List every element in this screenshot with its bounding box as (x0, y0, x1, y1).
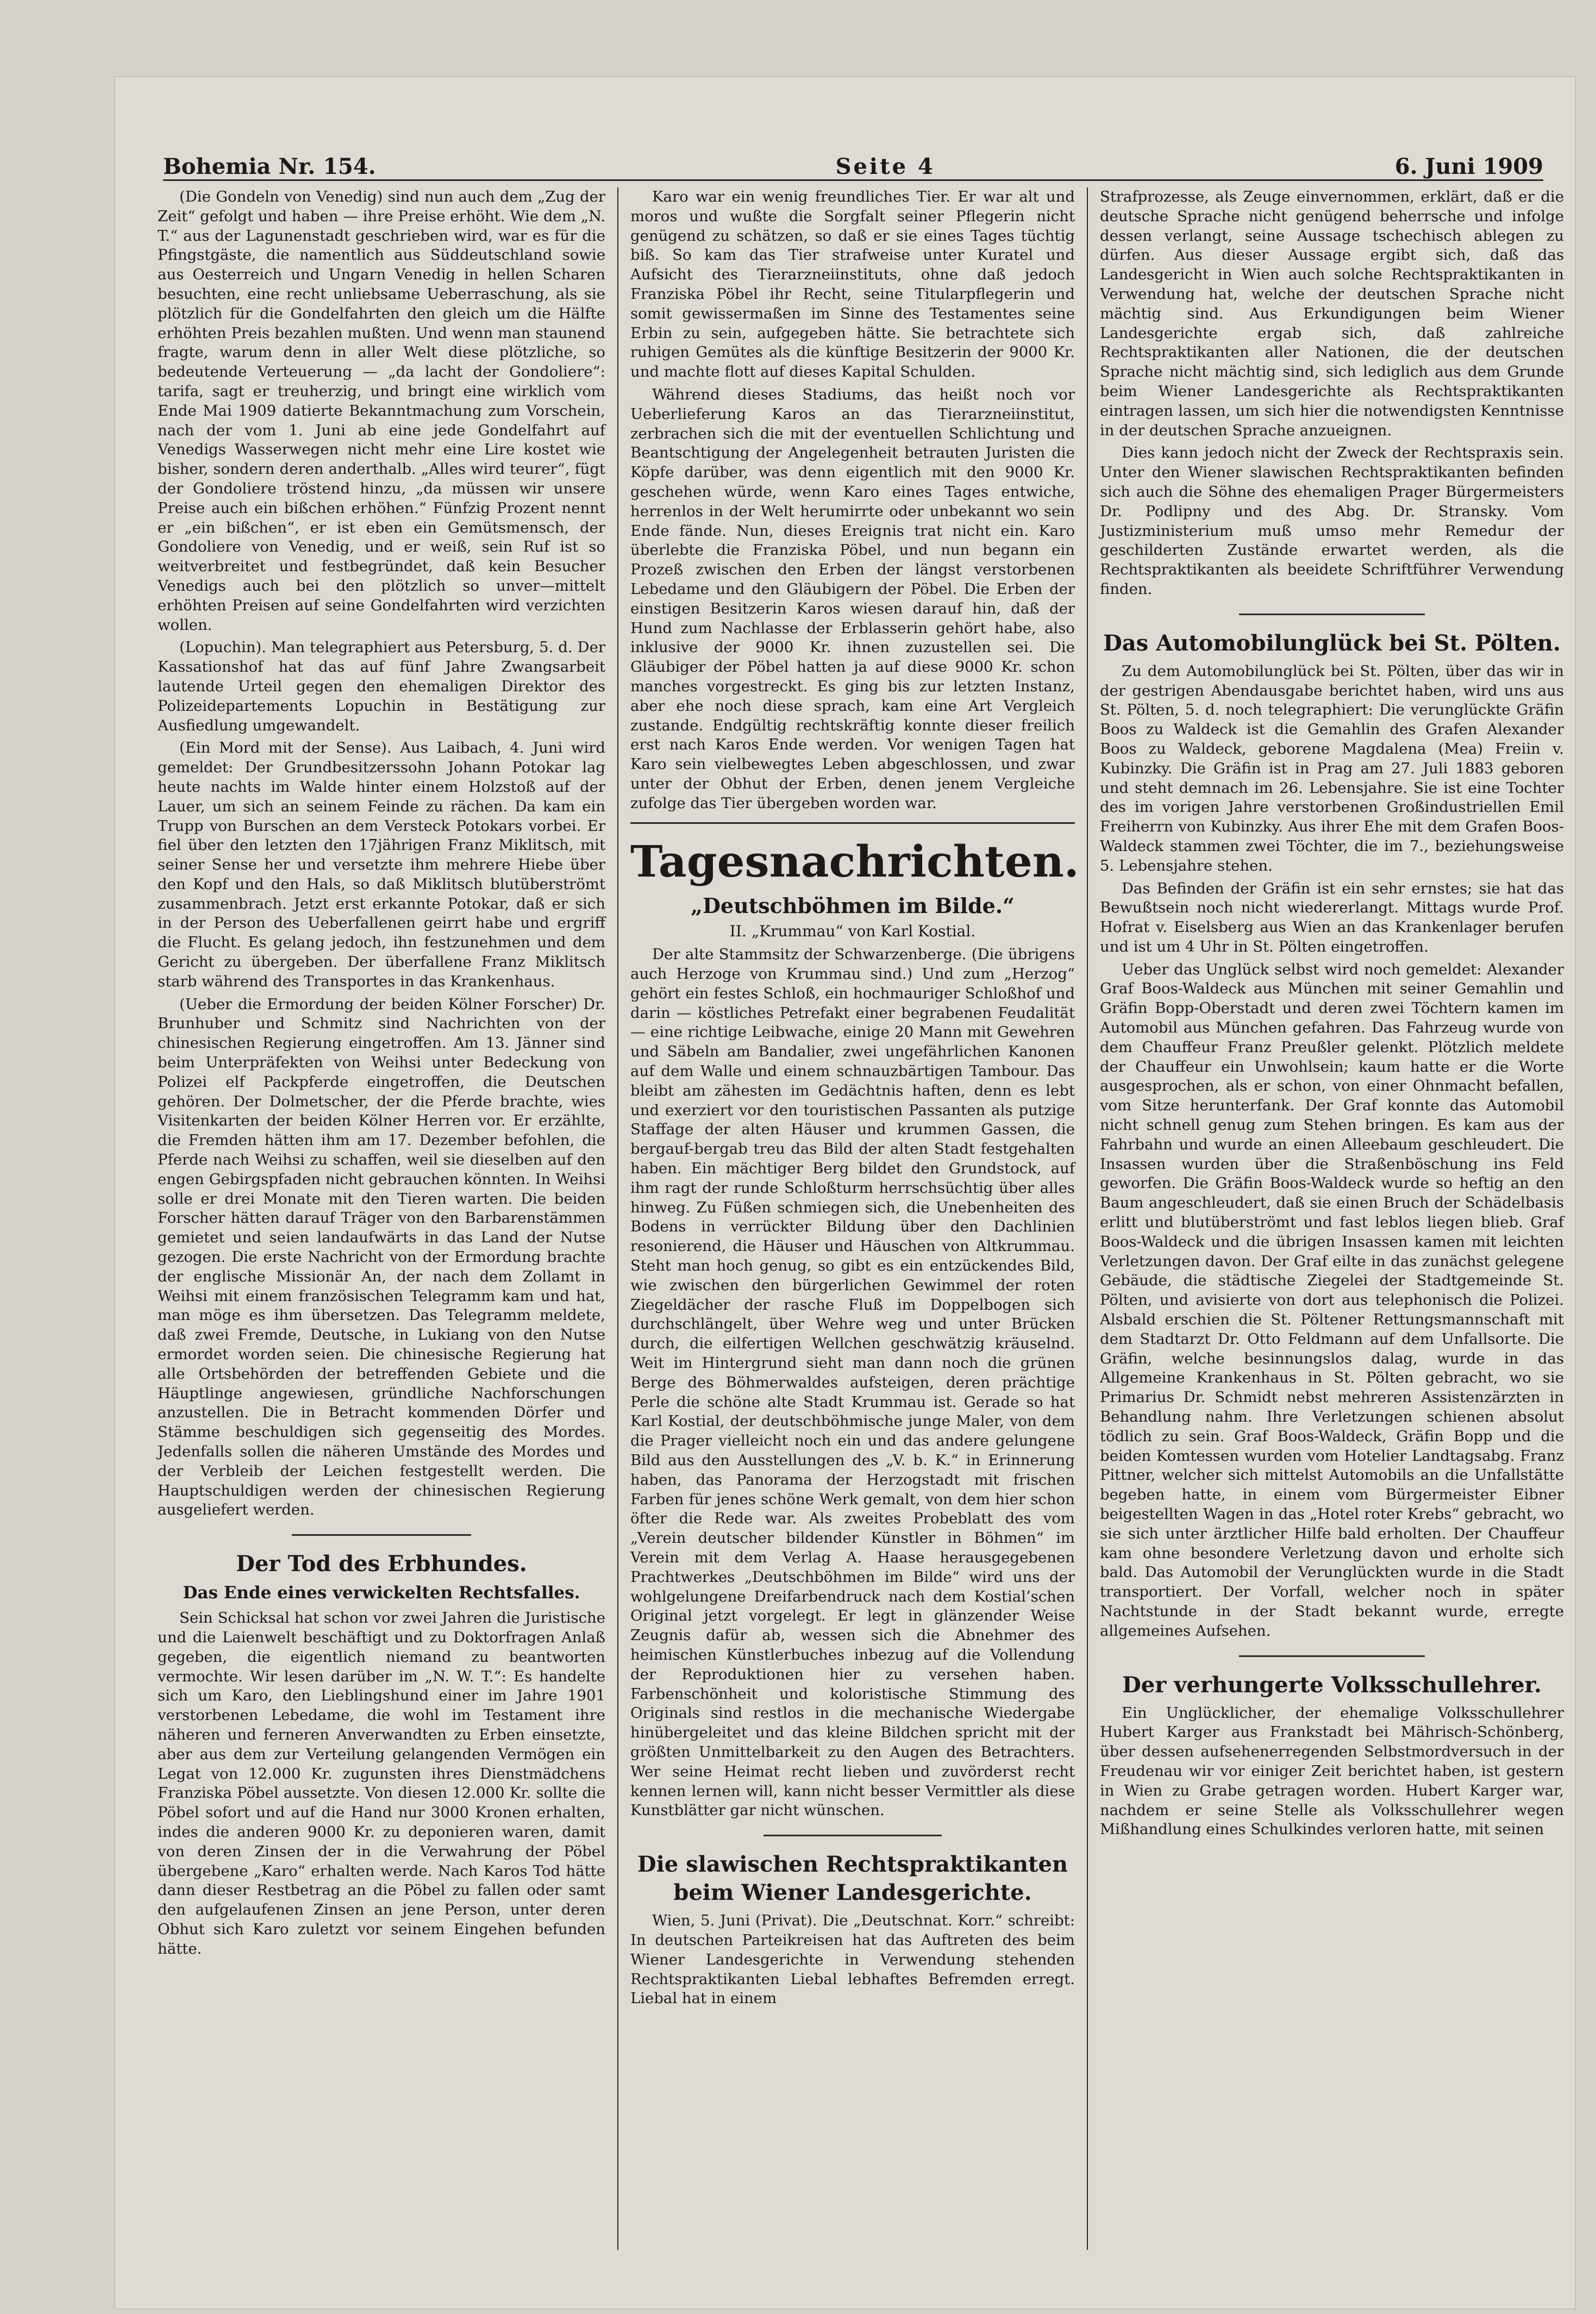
article-automobil-1: Zu dem Automobilunglück bei St. Pölten, über das wir in der gestrigen Abendausgabe berichtet haben, wird uns aus St. Pölten, 5. d. noch telegraphiert: Die verunglückte Gräfin Boos zu Waldeck ist die Gemahlin des Grafen Alexander Boos zu Waldeck, geborene Magdalena (Mea) Freiin v. Kubinzky. Die Gräfin ist in Prag am 27. Juli 1883 geboren und steht demnach im 26. Lebensjahre. Sie ist eine Tochter des im vorigen Jahre verstorbenen Großindustriellen Emil Freiherrn von Kubinzky. Aus ihrer Ehe mit dem Grafen Boos-Waldeck stammen zwei Töchter, die im 7., beziehungsweise 5. Lebensjahre stehen. (1100, 662, 1564, 874)
header-page-number: Seite 4 (835, 154, 935, 179)
header-date: 6. Juni 1909 (1394, 154, 1543, 179)
columns (152, 187, 1564, 2250)
divider (763, 1835, 941, 1836)
article-rechtspraktikanten-2: Strafprozesse, als Zeuge einvernommen, erklärt, daß er die deutsche Sprache nicht genügend beherrsche und infolge dessen verlangt, seine Aussage tschechisch ablegen zu dürfen. Aus dieser Aussage ergibt sich, daß das Landesgericht in Wien auch solche Rechtspraktikanten in Verwendung hat, welche der deutschen Sprache nicht mächtig sind. Aus Erkundigungen beim Wiener Landesgerichte ergab sich, daß zahlreiche Rechtspraktikanten aller Nationen, die der deutschen Sprache nicht mächtig sind, sich lediglich aus dem Grunde beim Wiener Landesgerichte als Rechtspraktikanten eintragen lassen, um sich hier die notwendigsten Kenntnisse in der deutschen Sprache anzueignen. (1100, 188, 1564, 439)
article-automobil-2: Das Befinden der Gräfin ist ein sehr ernstes; sie hat das Bewußtsein noch nicht wiedererlangt. Mittags wurde Prof. Hofrat v. Eiselsberg aus Wien an das Krankenlager berufen und ist um 4 Uhr in St. Pölten eingetroffen. (1100, 879, 1564, 955)
divider (1239, 614, 1425, 615)
article-erbhund-1: Sein Schicksal hat schon vor zwei Jahren die Juristische und die Laienwelt beschäftigt und zu Doktorfragen Anlaß gegeben, die eigentlich niemand zu beantworten vermochte. Wir lesen darüber im „N. W. T.“: Es handelte sich um Karo, den Lieblingshund einer im Jahre 1901 verstorbenen Lebedame, die wohl im Testament ihre näheren und ferneren Anverwandten zu Erben einsetzte, aber aus dem zur Verteilung gelangenden Vermögen ein Legat von 12.000 Kr. zugunsten ihres Dienstmädchens Franziska Pöbel aussetzte. Von diesen 12.000 Kr. sollte die Pöbel sofort und auf die Hand nur 3000 Kronen erhalten, indes die anderen 9000 Kr. zu deponieren waren, damit von deren Zinsen der in die Verwahrung der Pöbel übergebene „Karo“ erhalten werde. Nach Karos Tod hätte dann dieser Restbetrag an die Pöbel zu fallen oder samt den aufgelaufenen Zinsen an jene Person, unter deren Obhut sich Karo zuletzt vor seinem Eingehen befunden hätte. (158, 1609, 605, 1957)
article-volksschullehrer: Ein Unglücklicher, der ehemalige Volksschullehrer Hubert Karger aus Frankstadt bei Mährisch-Schönberg, über dessen aufsehenerregenden Selbstmordversuch in der Freudenau wir vor einiger Zeit berichtet haben, ist gestern in Wien zu Grabe getragen worden. Hubert Karger war, nachdem er seine Stelle als Volksschullehrer wegen Mißhandlung eines Schulkindes verloren hatte, mit seinen (1100, 1704, 1564, 1838)
column-3 (1087, 187, 1576, 2250)
article-lopuchin: (Lopuchin). Man telegraphiert aus Petersburg, 5. d. Der Kassationshof hat das auf fünf Jahre Zwangsarbeit lautende Urteil gegen den ehemaligen Direktor des Polizeidepartements Lopuchin in Bestätigung zur Ausfiedlung umgewandelt. (158, 639, 605, 734)
article-erbhund-2: Karo war ein wenig freundliches Tier. Er war alt und moros und wußte die Sorgfalt seiner Pflegerin nicht genügend zu schätzen, so daß er sie eines Tages tüchtig biß. So kam das Tier strafweise unter Kuratel und Aufsicht des Tierarzneiinstituts, ohne daß jedoch Franziska Pöbel ihr Recht, seine Titularpflegerin und somit gewissermaßen im Sinne des Testamentes seine Erbin zu sein, aufgegeben hätte. Sie betrachtete sich ruhigen Gemütes als die künftige Besitzerin der 9000 Kr. und machte flott auf dieses Kapital Schulden. (630, 188, 1075, 381)
byline-krummau: II. „Krummau“ von Karl Kostial. (729, 922, 976, 940)
subhead-erbhund: Das Ende eines verwickelten Rechtsfalles. (183, 1583, 580, 1603)
article-koelner-forscher: (Ueber die Ermordung der beiden Kölner Forscher) Dr. Brunhuber und Schmitz sind Nachrichten von der chinesischen Regierung eingetroffen. Am 13. Jänner sind beim Unterpräfekten von Weihsi unter Bedeckung von Polizei elf Packpferde eingetroffen, die Deutschen gehören. Der Dolmetscher, der die Pferde brachte, wies Visitenkarten der beiden Kölner Herren vor. Er erzählte, die Fremden hätten ihm am 17. Dezember befohlen, die Pferde nach Weihsi zu schaffen, weil sie dieselben auf den engen Gebirgspfaden nicht gebrauchen könnten. In Weihsi solle er drei Monate mit den Tieren warten. Die beiden Forscher hätten darauf Träger von den Barbarenstämmen gemietet und seien landaufwärts in das Land der Nutse gezogen. Die erste Nachricht von der Ermordung brachte der englische Missionär An, der nach dem Zollamt in Weihsi mit einem französischen Telegramm kam und hat, man möge es ihm übersetzen. Das Telegramm meldete, daß zwei Fremde, Deutsche, in Lukiang von den Nutse ermordet worden seien. Die chinesische Regierung hat alle Ortsbehörden der betreffenden Gebiete und die Häuptlinge angewiesen, gründliche Nachforschungen anzustellen. Die in Betracht kommenden Dörfer und Stämme beschuldigen sich gegenseitig des Mordes. Jedenfalls sollen die näheren Umstände des Mordes und der Verbleib der Leichen festgestellt werden. Die Hauptschuldigen werden der chinesischen Regierung ausgeliefert werden. (158, 995, 605, 1519)
headline-volksschullehrer: Der verhungerte Volksschullehrer. (1122, 1672, 1542, 1698)
page-header (163, 120, 1543, 181)
headline-erbhund: Der Tod des Erbhundes. (236, 1551, 527, 1577)
divider (630, 822, 1075, 824)
divider (1239, 1655, 1425, 1657)
article-mord-sense: (Ein Mord mit der Sense). Aus Laibach, 4. Juni wird gemeldet: Der Grundbesitzerssohn Johann Potokar lag heute nachts im Walde hinter einem Holzstoß auf der Lauer, um sich an seinem Feinde zu rächen. Da kam ein Trupp von Burschen an dem Versteck Potokars vorbei. Er fiel über den letzten den 17jährigen Franz Miklitsch, mit seiner Sense her und versetzte ihm mehrere Hiebe über den Kopf und den Hals, so daß Miklitsch blutüberströmt zusammenbrach. Jetzt erst erkannte Potokar, daß er sich in der Person des Ueberfallenen geirrt habe und ergriff die Flucht. Es gelang jedoch, ihn festzunehmen und dem Gericht zu übergeben. Der überfallene Franz Miklitsch starb während des Transportes in das Krankenhaus. (158, 739, 605, 990)
header-publication: Bohemia Nr. 154. (163, 154, 376, 179)
headline-deutschboehmen: „Deutschböhmen im Bilde.“ (691, 893, 1015, 918)
headline-automobilunglueck: Das Automobilunglück bei St. Pölten. (1103, 630, 1561, 656)
article-erbhund-3: Während dieses Stadiums, das heißt noch vor Ueberlieferung Karos an das Tierarzneiinstitut, zerbrachen sich die mit der eventuellen Schlichtung und Beantschtigung der Angelegenheit betrauten Juristen die Köpfe darüber, was denn eigentlich mit den 9000 Kr. geschehen würde, wenn Karo eines Tages entwiche, herrenlos in der Welt herumirrte oder unbekannt wo sein Ende fände. Nun, dieses Ereignis trat nicht ein. Karo überlebte die Franziska Pöbel, und nun begann ein Prozeß zwischen den Erben der längst verstorbenen Lebedame und den Gläubigern der Pöbel. Die Erben der einstigen Besitzerin Karos wiesen darauf hin, daß der Hund zum Nachlasse der Erblasserin gehört habe, also inklusive der 9000 Kr. ihnen zuzustellen sei. Die Gläubiger der Pöbel hatten ja auf diese 9000 Kr. schon manches vorgestreckt. Es ging bis zur letzten Instanz, aber ehe noch diese sprach, kam eine Art Vergleich zustande. Endgültig rechtskräftig konnte dieser freilich erst nach Karos Ende werden. Vor wenigen Tagen hat Karo sein vielbewegtes Leben abgeschlossen, und zwar unter der Obhut der Erben, denen jenem Vergleiche zufolge das Tier übergeben worden war. (630, 385, 1075, 812)
section-title-tagesnachrichten: Tagesnachrichten. (630, 835, 1079, 887)
column-1 (152, 187, 617, 2250)
headline-rechtspraktikanten: Die slawischen Rechtspraktikanten beim Wiener Landesgerichte. (637, 1852, 1068, 1906)
article-krummau: Der alte Stammsitz der Schwarzenberge. (Die übrigens auch Herzoge von Krummau sind.) Und zum „Herzog“ gehört ein festes Schloß, ein hochmauriger Schloßhof und darin — köstliches Petrefakt einer begrabenen Feudalität — eine richtige Leibwache, einige 20 Mann mit Gewehren und Säbeln am Bandalier, zwei ungefährlichen Kanonen auf dem Walle und einem schnauzbärtigen Tambour. Das bleibt am zähesten im Gedächtnis haften, denn es lebt und exerziert vor den touristischen Passanten als putzige Staffage der alten Häuser und krummen Gassen, die bergauf-bergab treu das Bild der alten Stadt festgehalten haben. Ein mächtiger Berg bildet den Grundstock, auf ihm ragt der runde Schloßturm herrschsüchtig über alles hinweg. Zu Füßen schmiegen sich, die Unebenheiten des Bodens in verrückter Bildung über den Dachlinien resonierend, die Häuser und Häuschen von Altkrummau. Steht man hoch genug, so gibt es ein entzückendes Bild, wie zwischen den bürgerlichen Gewimmel der roten Ziegeldächer der rasche Fluß im Doppelbogen sich durchschlängelt, über Wehre weg und unter Brücken durch, die eilfertigen Wellchen geschwätzig kräuselnd. Weit im Hintergrund sieht man dann noch die grünen Berge des Böhmerwaldes aufsteigen, deren prächtige Perle die schöne alte Stadt Krummau ist. Gerade so hat Karl Kostial, der deutschböhmische junge Maler, von dem die Prager vielleicht noch ein und das andere gelungene Bild aus den Ausstellungen des „V. b. K.“ in Erinnerung haben, das Panorama der Herzogstadt mit frischen Farben für jenes schöne Werk gemalt, von dem hier schon öfter die Rede war. Als zweites Probeblatt des vom „Verein deutscher bildender Künstler in Böhmen“ im Verein mit dem Verlag A. Haase herausgegebenen Prachtwerkes „Deutschböhmen im Bilde“ wird uns der wohlgelungene Dreifarbendruck nach dem Kostial’schen Original jetzt vorgelegt. Er legt in glänzender Weise Zeugnis dafür ab, wessen sich die Abnehmer des heimischen Künstlerbuches inbezug auf die Vollendung der Reproduktionen hier zu versehen haben. Farbenschönheit und koloristische Stimmung des Originals sind restlos in die mechanische Wiedergabe hinübergeleitet und das kleine Bildchen spricht mit der größten Unmittelbarkeit zu den Augen des Betrachters. Wer seine Heimat recht lieben und zuvörderst recht kennen lernen will, kann nicht besser Vermittler als diese Kunstblätter gar nicht wünschen. (630, 946, 1075, 1819)
newspaper-page (114, 76, 1576, 2310)
article-rechtspraktikanten-1: Wien, 5. Juni (Privat). Die „Deutschnat. Korr.“ schreibt: In deutschen Parteikreisen hat das Auftreten des beim Wiener Landesgerichte in Verwendung stehenden Rechtspraktikanten Liebal lebhaftes Befremden erregt. Liebal hat in einem (630, 1912, 1075, 2007)
article-rechtspraktikanten-3: Dies kann jedoch nicht der Zweck der Rechtspraxis sein. Unter den Wiener slawischen Rechtspraktikanten befinden sich auch die Söhne des ehemaligen Prager Bürgermeisters Dr. Podlipny und des Abg. Dr. Stransky. Vom Justizministerium muß umso mehr Remedur der geschilderten Zustände erwartet werden, als die Rechtspraktikanten als beeidete Schriftführer Verwendung finden. (1100, 444, 1564, 598)
article-gondeln: (Die Gondeln von Venedig) sind nun auch dem „Zug der Zeit“ gefolgt und haben — ihre Preise erhöht. Wie dem „N. T.“ aus der Lagunenstadt geschrieben wird, war es für die Pfingstgäste, die namentlich aus Süddeutschland sowie aus Oesterreich und Ungarn Venedig in hellen Scharen besuchten, eine recht unliebsame Ueberraschung, als sie plötzlich für die Gondelfahrten den gleich um die Hälfte erhöhten Preis bezahlen mußten. Und wenn man staunend fragte, warum denn in aller Welt diese plötzliche, so bedeutende Verteuerung — „da lacht der Gondoliere“: tarifa, sagt er treuherzig, und bringt eine wirklich vom Ende Mai 1909 datierte Bekanntmachung zum Vorschein, nach der vom 1. Juni ab eine jede Gondelfahrt auf Venedigs Wasserwegen nicht mehr eine Lire kostet wie bisher, sondern deren anderthalb. „Alles wird teurer“, fügt der Gondoliere tröstend hinzu, „da müssen wir unsere Preise auch ein bißchen erhöhen.“ Fünfzig Prozent nennt er „ein bißchen“, er ist eben ein Gemütsmensch, der Gondoliere von Venedig, und er weiß, sein Ruf ist so weitverbreitet und festbegründet, daß kein Besucher Venedigs auch bei den plötzlich so unver—mittelt erhöhten Preisen auf seine Gondelfahrten wird verzichten wollen. (158, 188, 605, 634)
column-2 (617, 187, 1087, 2250)
article-automobil-3: Ueber das Unglück selbst wird noch gemeldet: Alexander Graf Boos-Waldeck aus München mit seiner Gemahlin und Gräfin Bopp-Oberstadt und deren zwei Töchtern kamen im Automobil aus München gefahren. Das Fahrzeug wurde von dem Chauffeur Franz Preußler gelenkt. Plötzlich meldete der Chauffeur ein Unwohlsein; kaum hatte er die Worte ausgesprochen, als er schon, von einer Ohnmacht befallen, vom Sitze herunterfank. Der Graf konnte das Automobil nicht schnell genug zum Stehen bringen. Es kam aus der Fahrbahn und wurde an einen Alleebaum geschleudert. Die Insassen wurden über die Straßenböschung ins Feld geworfen. Die Gräfin Boos-Waldeck wurde so heftig an den Baum angeschleudert, daß sie einen Bruch der Schädelbasis erlitt und blutüberströmt und fast leblos liegen blieb. Graf Boos-Waldeck und die übrigen Insassen kamen mit leichten Verletzungen davon. Der Graf eilte in das zunächst gelegene Gebäude, die städtische Ziegelei der Stadtgemeinde St. Pölten, und avisierte von dort aus telephonisch die Polizei. Alsbald erschien die St. Pöltener Rettungsmannschaft mit dem Stadtarzt Dr. Otto Feldmann auf dem Unfallsorte. Die Gräfin, welche besinnungslos dalag, wurde in das Allgemeine Krankenhaus in St. Pölten gebracht, wo sie Primarius Dr. Schmidt nebst mehreren Assistenzärzten in Behandlung nahm. Ihre Verletzungen schienen absolut tödlich zu sein. Graf Boos-Waldeck, Gräfin Bopp und die beiden Komtessen wurden vom Hotelier Landtagsabg. Franz Pittner, welcher sich mittelst Automobils an die Unfallstätte begeben hatte, in einem vom Bürgermeister Eibner beigestellten Wagen in das „Hotel roter Krebs“ gebracht, wo sie sich unter ärztlicher Hilfe bald erholten. Der Chauffeur kam ohne besondere Verletzung davon und erholte sich bald. Das Automobil der Verunglückten wurde in die Stadt transportiert. Der Vorfall, welcher noch in später Nachtstunde in der Stadt bekannt wurde, erregte allgemeines Aufsehen. (1100, 960, 1564, 1640)
divider (292, 1534, 471, 1536)
